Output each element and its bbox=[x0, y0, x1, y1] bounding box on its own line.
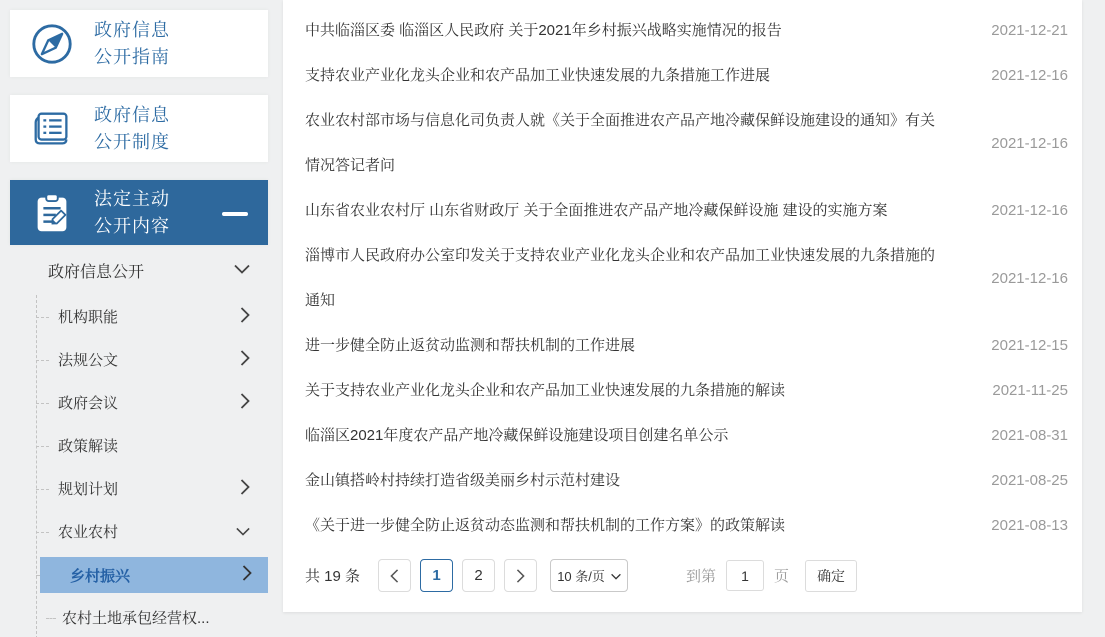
chevron-right-icon bbox=[240, 350, 250, 370]
next-page-button[interactable] bbox=[504, 559, 537, 592]
sidebar-card-label: 政府信息 公开制度 bbox=[94, 104, 170, 152]
nav-item-label: 机构职能 bbox=[58, 309, 119, 326]
goto-page-label: 到第 bbox=[686, 568, 717, 585]
chevron-down-icon bbox=[234, 261, 250, 279]
sidebar-card-label: 政府信息 公开指南 bbox=[94, 19, 170, 67]
sidebar bbox=[10, 10, 268, 637]
article-row[interactable] bbox=[305, 323, 1068, 368]
article-row[interactable] bbox=[305, 458, 1068, 503]
article-row[interactable] bbox=[305, 8, 1068, 53]
article-title[interactable]: 《关于进一步健全防止返贫动态监测和帮扶机制的工作方案》的政策解读 bbox=[305, 517, 786, 534]
goto-page-input[interactable] bbox=[726, 560, 764, 591]
page-button-1[interactable]: 1 bbox=[420, 559, 453, 592]
article-title[interactable]: 淄博市人民政府办公室印发关于支持农业产业化龙头企业和农产品加工业快速发展的九条措施的通知 bbox=[305, 247, 936, 309]
article-date: 2021-08-25 bbox=[991, 472, 1068, 489]
nav-item-government-meetings[interactable] bbox=[10, 381, 268, 424]
article-title[interactable]: 农业农村部市场与信息化司负责人就《关于全面推进农产品产地冷藏保鲜设施建设的通知》有关情况答记者问 bbox=[305, 112, 936, 174]
article-date: 2021-12-15 bbox=[991, 337, 1068, 354]
prev-page-button[interactable] bbox=[378, 559, 411, 592]
nav-item-label: 政府信息公开 bbox=[48, 263, 145, 281]
document-list-icon bbox=[10, 106, 94, 152]
nav-item-label: 政策解读 bbox=[58, 438, 119, 455]
nav-item-laws-documents[interactable] bbox=[10, 338, 268, 381]
nav-item-label: 政府会议 bbox=[58, 395, 119, 412]
article-title[interactable]: 关于支持农业产业化龙头企业和农产品加工业快速发展的九条措施的解读 bbox=[305, 382, 786, 399]
sidebar-card-gov-info-guide[interactable] bbox=[10, 10, 268, 77]
article-row[interactable] bbox=[305, 503, 1068, 548]
total-count-label: 共 19 条 bbox=[305, 568, 361, 585]
nav-item-label: 法规公文 bbox=[58, 352, 119, 369]
nav-item-label: 农村土地承包经营权... bbox=[62, 610, 210, 627]
sidebar-card-gov-info-system[interactable] bbox=[10, 95, 268, 162]
nav-item-planning[interactable] bbox=[10, 467, 268, 510]
article-date: 2021-08-13 bbox=[991, 517, 1068, 534]
article-title[interactable]: 进一步健全防止返贫动监测和帮扶机制的工作进展 bbox=[305, 337, 636, 354]
chevron-right-icon bbox=[240, 307, 250, 327]
nav-item-gov-info-disclosure[interactable] bbox=[10, 245, 268, 295]
clipboard-pen-icon bbox=[10, 190, 94, 236]
article-title[interactable]: 山东省农业农村厅 山东省财政厅 关于全面推进农产品产地冷藏保鲜设施 建设的实施方案 bbox=[305, 202, 888, 219]
sidebar-card-statutory-disclosure[interactable] bbox=[10, 180, 268, 245]
nav-item-label: 规划计划 bbox=[58, 481, 119, 498]
article-date: 2021-12-16 bbox=[991, 269, 1068, 287]
nav-item-agriculture-rural[interactable] bbox=[10, 510, 268, 553]
chevron-down-icon bbox=[611, 568, 621, 583]
article-date: 2021-12-16 bbox=[991, 202, 1068, 219]
article-row[interactable] bbox=[305, 98, 1068, 188]
article-title[interactable]: 临淄区2021年度农产品产地冷藏保鲜设施建设项目创建名单公示 bbox=[305, 427, 729, 444]
article-row[interactable] bbox=[305, 188, 1068, 233]
nav-item-label: 农业农村 bbox=[58, 524, 119, 541]
sidebar-card-label: 法定主动 公开内容 bbox=[94, 188, 170, 236]
chevron-right-icon bbox=[240, 479, 250, 499]
article-row[interactable] bbox=[305, 413, 1068, 458]
article-row[interactable] bbox=[305, 368, 1068, 413]
compass-icon bbox=[10, 21, 94, 67]
article-row[interactable] bbox=[305, 53, 1068, 98]
chevron-right-icon bbox=[242, 565, 252, 585]
article-row[interactable] bbox=[305, 233, 1068, 323]
nav-item-rural-revitalization[interactable] bbox=[40, 557, 268, 593]
article-list-panel bbox=[283, 0, 1082, 612]
page-size-select[interactable] bbox=[550, 559, 628, 592]
page-size-value: 10 条/页 bbox=[557, 569, 605, 584]
article-date: 2021-11-25 bbox=[992, 382, 1068, 399]
article-date: 2021-08-31 bbox=[991, 427, 1068, 444]
chevron-down-icon bbox=[236, 523, 250, 540]
nav-item-rural-land-contract[interactable] bbox=[10, 596, 268, 637]
sidebar-tree-menu bbox=[10, 245, 268, 637]
article-date: 2021-12-16 bbox=[991, 67, 1068, 84]
article-date: 2021-12-21 bbox=[991, 22, 1068, 39]
goto-page-unit-label: 页 bbox=[774, 568, 790, 585]
article-title[interactable]: 金山镇搭岭村持续打造省级美丽乡村示范村建设 bbox=[305, 472, 621, 489]
pagination-bar bbox=[305, 559, 1068, 592]
article-date: 2021-12-16 bbox=[991, 134, 1068, 152]
chevron-right-icon bbox=[240, 393, 250, 413]
article-title[interactable]: 支持农业产业化龙头企业和农产品加工业快速发展的九条措施工作进展 bbox=[305, 67, 771, 84]
nav-item-organization-functions[interactable] bbox=[10, 295, 268, 338]
article-title[interactable]: 中共临淄区委 临淄区人民政府 关于2021年乡村振兴战略实施情况的报告 bbox=[305, 22, 782, 39]
page-button-2[interactable]: 2 bbox=[462, 559, 495, 592]
confirm-button[interactable]: 确定 bbox=[805, 560, 857, 592]
collapse-minus-icon[interactable] bbox=[222, 204, 248, 222]
nav-item-label: 乡村振兴 bbox=[70, 567, 131, 585]
nav-item-policy-interpretation[interactable] bbox=[10, 424, 268, 467]
